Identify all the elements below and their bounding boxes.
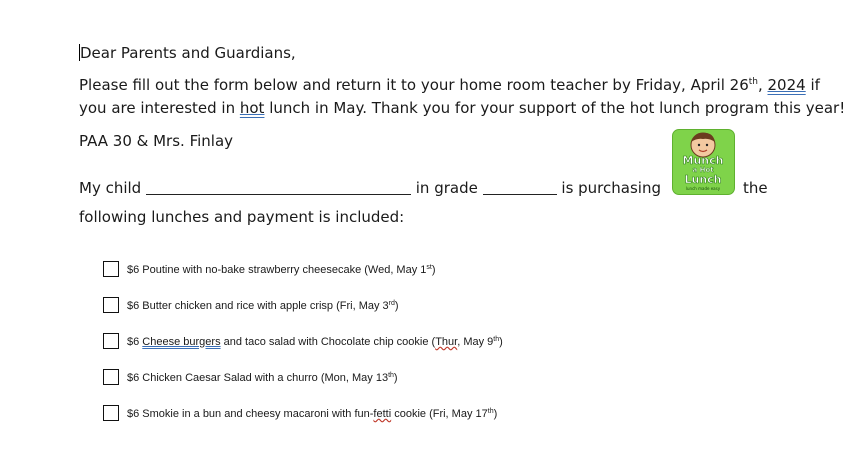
munch-a-hot-lunch-logo [672,129,735,195]
greeting: Dear Parents and Guardians, [80,44,296,62]
form-the: the [743,179,768,197]
lunch-label-1: $6 Poutine with no-bake strawberry cheesecake (Wed, May 1st) [127,264,436,276]
lunch-label-2: $6 Butter chicken and rice with apple crisp (Fri, May 3rd) [127,300,399,312]
logo-word-munch: Munch [682,154,724,167]
form-line-2: following lunches and payment is included: [79,208,405,226]
lunch-checkbox-5[interactable] [103,405,119,421]
signature: PAA 30 & Mrs. Finlay [79,132,234,150]
lunch-option-4 [103,363,398,385]
intro-line-2: you are interested in hot lunch in May. Thank you for your support of the hot lunch program this year! [79,99,845,117]
lunch-option-3 [103,327,503,349]
lunch-checkbox-2[interactable] [103,297,119,313]
fetti-word: fetti [373,408,392,420]
logo-graphic [673,130,734,194]
form-line-1: My child in grade is purchasing [79,179,661,197]
lunch-label-4: $6 Chicken Caesar Salad with a churro (Mon, May 13th) [127,372,398,384]
year-text: 2024 [767,76,806,94]
logo-word-a-hot: a Hot [692,166,714,174]
intro-line-1: Please fill out the form below and return it to your home room teacher by Friday, April 26th, 2024 if [79,76,820,94]
hot-word: hot [239,99,265,117]
lunch-checkbox-3[interactable] [103,333,119,349]
lunch-option-1 [103,255,436,277]
grade-blank[interactable] [483,180,557,195]
lunch-option-5 [103,399,497,421]
lunch-checkbox-1[interactable] [103,261,119,277]
lunch-checkbox-4[interactable] [103,369,119,385]
lunch-option-2 [103,291,399,313]
thur-word: Thur [435,336,458,348]
cheese-burgers-word: Cheese burgers [142,336,221,348]
logo-word-lunch: Lunch [684,173,722,186]
lunch-label-5: $6 Smokie in a bun and cheesy macaroni with fun-fetti cookie (Fri, May 17th) [127,408,498,420]
lunch-label-3: $6 Cheese burgers and taco salad with Chocolate chip cookie (Thur, May 9th) [127,336,503,348]
child-name-blank[interactable] [146,180,411,195]
logo-tagline: lunch made easy [685,186,721,191]
